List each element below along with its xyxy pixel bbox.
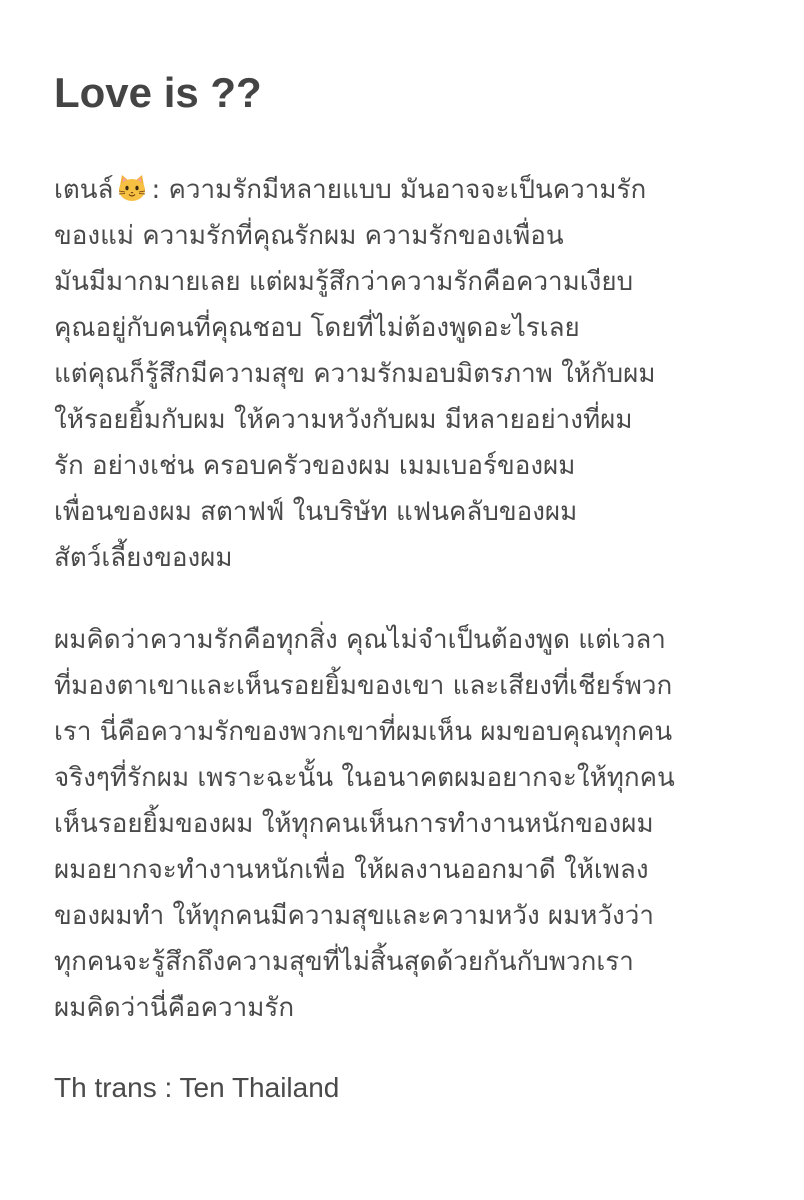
paragraph-2-line: จริงๆที่รักผม เพราะฉะนั้น ในอนาคตผมอยากจะให้ทุกคน (54, 763, 675, 793)
paragraph-1-line-1-text: : ความรักมีหลายแบบ มันอาจจะเป็นความรัก (151, 175, 647, 205)
translation-credit: Th trans : Ten Thailand (54, 1072, 340, 1103)
paragraph-1-line: ให้รอยยิ้มกับผม ให้ความหวังกับผม มีหลายอย่างที่ผม (54, 405, 633, 435)
paragraph-1-line (54, 167, 774, 213)
paragraph-1-line: เพื่อนของผม สตาฟฟ์ ในบริษัท แฟนคลับของผม (54, 497, 578, 527)
paragraph-2-line: ผมคิดว่านี่คือความรัก (54, 993, 295, 1023)
paragraph-2-line: ทุกคนจะรู้สึกถึงความสุขที่ไม่สิ้นสุดด้วยกันกับพวกเรา (54, 947, 634, 977)
paragraph-2-line: ผมคิดว่าความรักคือทุกสิ่ง คุณไม่จำเป็นต้องพูด แต่เวลา (54, 625, 666, 655)
paragraph-1 (54, 167, 774, 581)
cat-face-icon (117, 174, 147, 202)
page-title: Love is ?? (54, 69, 262, 116)
paragraph-2-line: ผมอยากจะทำงานหนักเพื่อ ให้ผลงานออกมาดี ให้เพลง (54, 855, 649, 885)
paragraph-1-line: ของแม่ ความรักที่คุณรักผม ความรักของเพื่อน (54, 221, 564, 251)
note-page (54, 0, 774, 1200)
paragraph-1-line: มันมีมากมายเลย แต่ผมรู้สึกว่าความรักคือความเงียบ (54, 267, 634, 297)
paragraph-2-line: ที่มองตาเขาและเห็นรอยยิ้มของเขา และเสียงที่เชียร์พวก (54, 671, 673, 701)
paragraph-1-line: สัตว์เลี้ยงของผม (54, 543, 233, 573)
paragraph-1-line: รัก อย่างเช่น ครอบครัวของผม เมมเบอร์ของผม (54, 451, 576, 481)
paragraph-2 (54, 617, 774, 1031)
paragraph-2-line: เห็นรอยยิ้มของผม ให้ทุกคนเห็นการทำงานหนักของผม (54, 809, 654, 839)
paragraph-2-line: ของผมทำ ให้ทุกคนมีความสุขและความหวัง ผมหวังว่า (54, 901, 654, 931)
paragraph-1-line: คุณอยู่กับคนที่คุณชอบ โดยที่ไม่ต้องพูดอะไรเลย (54, 313, 580, 343)
speaker-name: เตนล์ (54, 175, 114, 205)
paragraph-2-line: เรา นี่คือความรักของพวกเขาที่ผมเห็น ผมขอบคุณทุกคน (54, 717, 673, 747)
paragraph-1-line: แต่คุณก็รู้สึกมีความสุข ความรักมอบมิตรภาพ ให้กับผม (54, 359, 656, 389)
